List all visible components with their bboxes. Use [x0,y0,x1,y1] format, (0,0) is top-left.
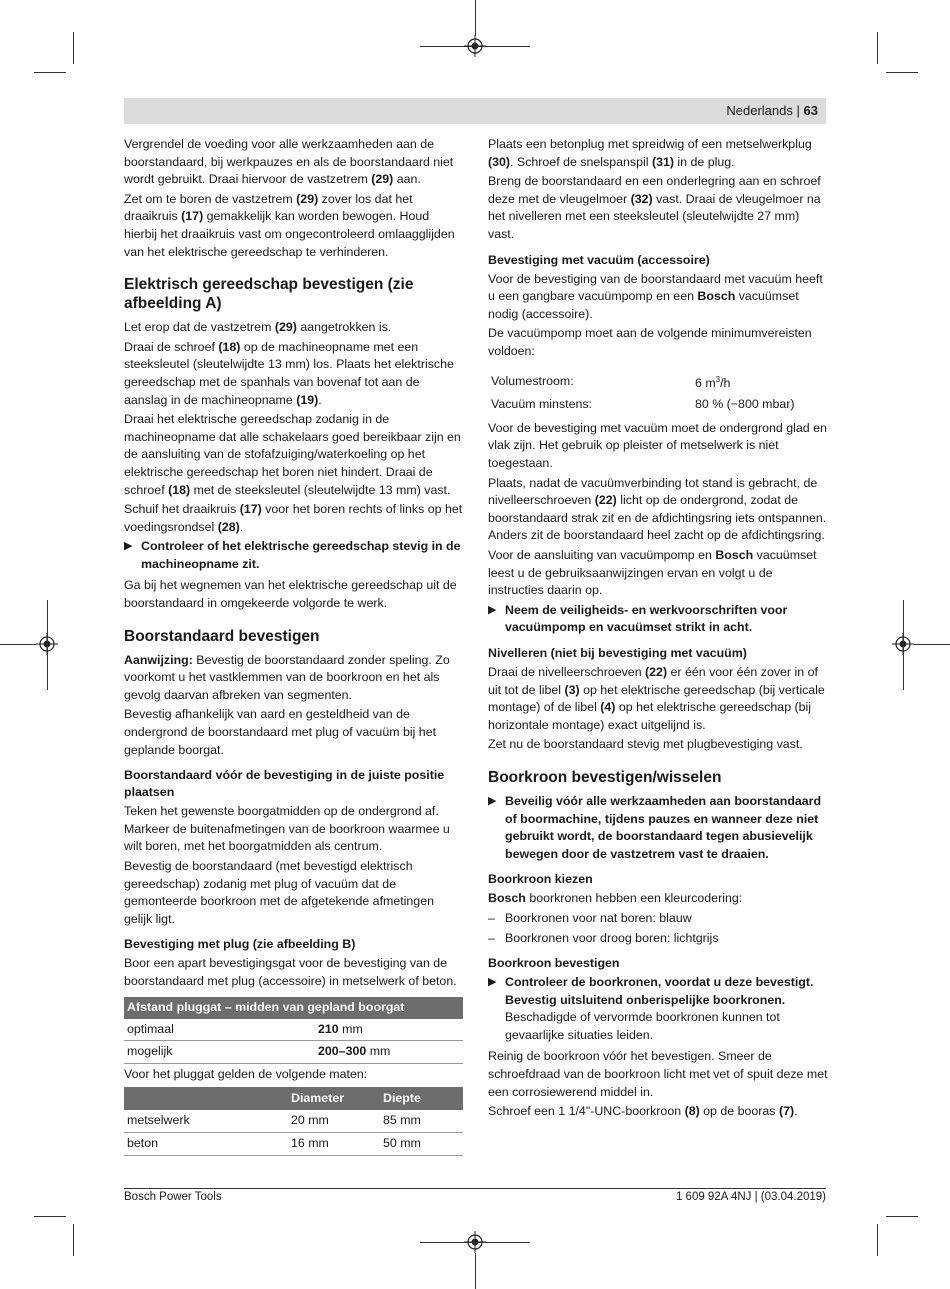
footer-brand: Bosch Power Tools [124,1191,222,1203]
paragraph: Plaats, nadat de vacuümverbinding tot stand is gebracht, de nivelleerschroeven (22) licht op de ondergrond, zodat de boorstandaard strak zit en de afdichtingsring iets ontspannen. Anders zit de boorstandaard heel zacht op de afdichtingsring. [488,475,827,543]
crop-mark [886,1216,918,1217]
paragraph: Vergrendel de voeding voor alle werkzaamheden aan de boorstandaard, bij werkpauzes en als de boorstandaard niet wordt gebruikt. Draai hiervoor de vastzetrem (29) aan. [124,137,454,187]
crop-mark-bottom-h [420,1242,530,1243]
paragraph: Plaats een betonplug met spreidwig of een metselwerkplug (30). Schroef de snelspanspil (31) in de plug. [488,137,812,169]
table-header-row: Diameter Diepte [124,1087,463,1110]
paragraph: Teken het gewenste boorgatmidden op de ondergrond af. Markeer de buitenafmetingen van de boorkroon waarmee u wilt boren, met het boorgatmidden als centrum. [124,804,450,854]
subheading-position: Boorstandaard vóór de bevestiging in de juiste positie plaatsen [124,768,445,800]
header-separator: | [796,103,800,118]
right-column [488,136,828,1123]
hole-dimensions-table [124,1087,463,1155]
crop-mark [886,72,918,73]
subheading-fix: Boorkroon bevestigen [488,956,620,971]
section-heading-mount-tool: Elektrisch gereedschap bevestigen (zie afbeelding A) [124,276,414,313]
paragraph: Zet om te boren de vastzetrem (29) zover los dat het draaikruis (17) gemakkelijk kan worden bewogen. Houd hierbij het draaikruis vast om ongecontroleerd omlaagglijden van het elektrische gereedschap te verhinderen. [124,191,455,259]
footer-doc-id: 1 609 92A 4NJ | (03.04.2019) [675,1191,826,1203]
crop-mark [73,1224,74,1256]
crop-mark [877,32,878,64]
arrow-icon: ▶ [488,976,497,989]
table-row: mogelijk 200–300 mm [124,1041,463,1064]
crop-mark [34,1216,66,1217]
crop-mark [903,600,904,690]
table-row: Vacuüm minstens: 80 % (−800 mbar) [491,397,795,412]
paragraph: Schroef een 1 1/4"-UNC-boorkroon (8) op de booras (7). [488,1104,798,1119]
paragraph: Draai de nivelleerschroeven (22) er één voor één zover in of uit tot de libel (3) op het elektrische gereedschap (bij verticale montage) of de libel (4) op het elektrische gereedschap (bij horizontale montage) exact uitgelijnd is. [488,664,825,732]
paragraph: Zet nu de boorstandaard stevig met plugbevestiging vast. [488,737,803,752]
table-row: beton 16 mm 50 mm [124,1132,463,1155]
table-header: Afstand pluggat – midden van gepland boorgat [124,997,463,1019]
paragraph: Boor een apart bevestigingsgat voor de bevestiging van de boorstandaard met plug (accessoire) in metselwerk of beton. [124,956,457,988]
footer-rule [124,1188,826,1189]
paragraph: Bevestig afhankelijk van aard en gesteldheid van de ondergrond de boorstandaard met plug of vacuüm bij het geplande boorgat. [124,707,437,757]
table-row: metselwerk 20 mm 85 mm [124,1110,463,1132]
list-item: – Boorkronen voor nat boren: blauw [488,910,692,925]
arrow-icon: ▶ [124,540,133,553]
crop-mark-top [475,0,476,36]
warning-item: ▶ Beveilig vóór alle werkzaamheden aan boorstandaard of boormachine, tijdens pauzes en wanneer deze niet gebruikt wordt, de boorstandaard tegen abusievelijk bewegen door de vastzetrem vast te draaien. [488,793,822,861]
paragraph: Voor de bevestiging van de boorstandaard met vacuüm heeft u een gangbare vacuümpomp en een Bosch vacuümset nodig (accessoire). [488,271,823,321]
header-label [726,103,818,118]
paragraph: Bosch boorkronen hebben een kleurcodering: [488,891,743,906]
page-number: 63 [803,103,818,118]
crop-mark [47,600,48,690]
table-row: optimaal 210 mm [124,1019,463,1041]
paragraph: Breng de boorstandaard en een onderlegring aan en schroef deze met de vleugelmoer (32) vast. Draai de vleugelmoer na het nivelleren met een steeksleutel (sleutelwijdte 27 mm) vast. [488,174,821,241]
crop-mark-bottom [475,1253,476,1289]
section-heading-mount-stand: Boorstandaard bevestigen [124,627,320,645]
header-language: Nederlands [726,103,793,118]
plug-distance-table [124,997,463,1064]
vacuum-requirements [488,369,818,416]
subheading-vacuum: Bevestiging met vacuüm (accessoire) [488,252,710,267]
crop-mark [877,1224,878,1256]
paragraph: Voor het pluggat gelden de volgende maten: [124,1066,368,1081]
section-heading-crown: Boorkroon bevestigen/wisselen [488,768,722,786]
paragraph: Schuif het draaikruis (17) voor het boren rechts of links op het voedingsrondsel (28). [124,502,463,534]
warning-item: ▶ Controleer of het elektrische gereedschap stevig in de machineopname zit. [124,539,461,571]
page-header [124,98,826,124]
crop-mark [34,72,66,73]
paragraph: Draai de schroef (18) op de machineopname met een steeksleutel (sleutelwijdte 13 mm) los. Plaats het elektrische gereedschap met de spanhals van bovenaf tot aan de aanslag in de machineopname (19). [124,339,454,407]
crop-mark [0,644,36,645]
paragraph: Voor de bevestiging met vacuüm moet de ondergrond glad en vlak zijn. Het gebruik op pleister of metselwerk is niet toegestaan. [488,420,827,471]
paragraph: De vacuümpomp moet aan de volgende minimumvereisten voldoen: [488,326,812,358]
note-paragraph: Aanwijzing: Bevestig de boorstandaard zonder speling. Zo voorkomt u het vastklemmen van de boorkroon en het als gevolg daarvan afbreken van segmenten. [124,652,450,702]
crop-mark [914,644,950,645]
list-item: – Boorkronen voor droog boren: lichtgrijs [488,930,719,945]
warning-item: ▶ Neem de veiligheids- en werkvoorschriften voor vacuümpomp en vacuümset strikt in acht. [488,602,788,635]
table-row: Volumestroom: 6 $m^3/h$ [491,373,731,390]
paragraph: Reinig de boorkroon vóór het bevestigen. Smeer de schroefdraad van de boorkroon licht met vet of spuit deze met een corrosiewerend middel in. [488,1049,828,1099]
paragraph: Let erop dat de vastzetrem (29) aangetrokken is. [124,320,392,335]
paragraph: Ga bij het wegnemen van het elektrische gereedschap uit de boorstandaard in omgekeerde volgorde te werk. [124,578,457,611]
arrow-icon: ▶ [488,794,497,807]
arrow-icon: ▶ [488,603,497,616]
paragraph: Bevestig de boorstandaard (met bevestigd elektrisch gereedschap) zodanig met plug of vacuüm dat de gemonteerde boorkroon met de afgetekende afmetingen gelijk ligt. [124,859,434,926]
crop-mark [73,32,74,64]
warning-item: ▶ Controleer de boorkronen, voordat u deze bevestigt. Bevestig uitsluitend onberispelijke boorkronen. Beschadigde of vervormde boorkronen kunnen tot gevaarlijke situaties leiden. [488,975,814,1042]
subheading-choose: Boorkroon kiezen [488,872,593,887]
subheading-plug: Bevestiging met plug (zie afbeelding B) [124,937,356,952]
registration-mark-icon [464,35,486,57]
paragraph: Draai het elektrische gereedschap zodanig in de machineopname dat alle schakelaars goed bereikbaar zijn en de aansluiting van de stofafzuiging/waterkoeling op het elektrische gereedschap het boren niet hindert. Draai de schroef (18) met de steeksleutel (sleutelwijdte 13 mm) vast. [124,412,461,497]
paragraph: Voor de aansluiting van vacuümpomp en Bosch vacuümset leest u de gebruiksaanwijzingen ervan en volgt u de instructies daarin op. [488,548,817,598]
left-column [124,136,464,1156]
subheading-level: Nivelleren (niet bij bevestiging met vacuüm) [488,645,747,660]
